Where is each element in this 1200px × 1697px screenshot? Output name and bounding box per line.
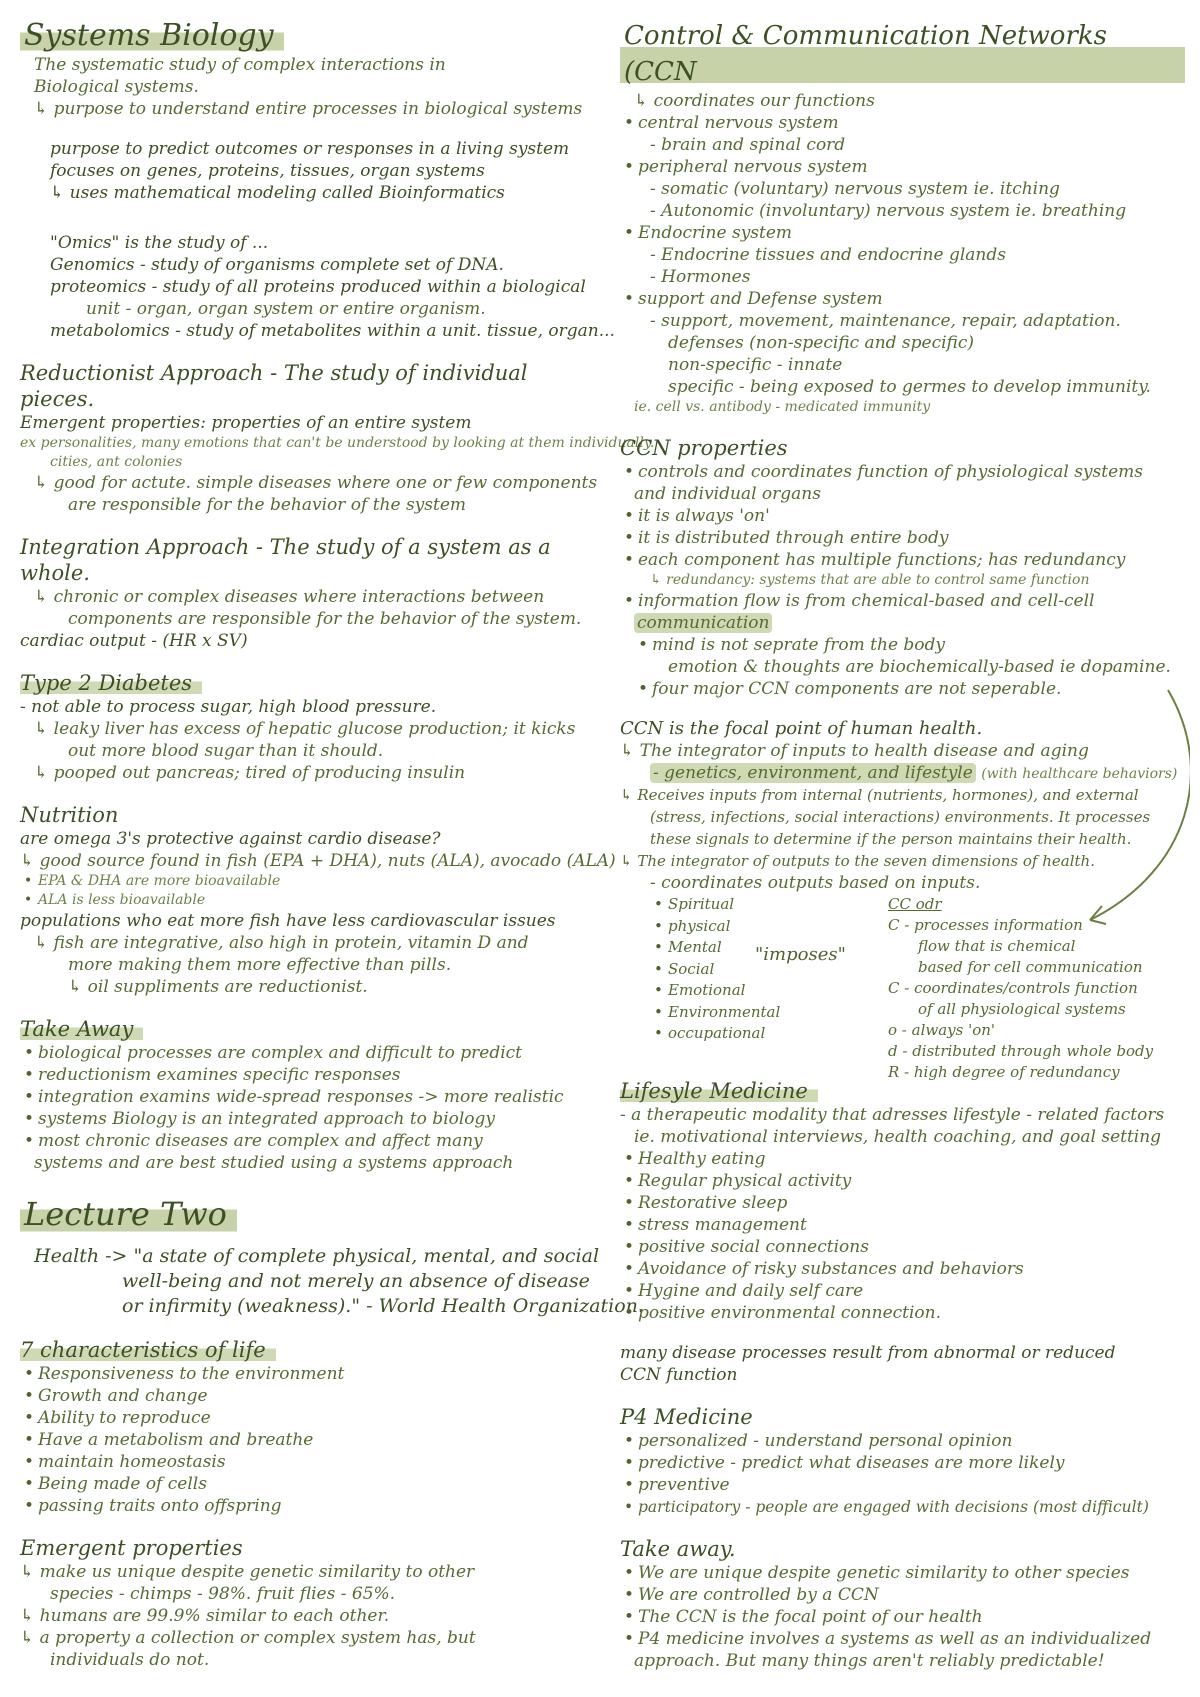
note-line: (stress, infections, social interactions) environments. It processes (650, 808, 1151, 826)
lifestyle-heading: Lifesyle Medicine (620, 1078, 818, 1104)
ccodr-line: o - always 'on' (888, 1021, 996, 1039)
list-item: • passing traits onto offspring (20, 1495, 600, 1517)
list-item: • preventive (620, 1474, 1185, 1496)
note-line: these signals to determine if the person maintains their health. (650, 830, 1132, 848)
focal-heading: CCN is the focal point of human health. (620, 718, 983, 739)
note-line: ↳ coordinates our functions (634, 91, 875, 111)
dimension-item: • occupational (650, 1023, 780, 1045)
list-item: • information flow is from chemical-based and cell-cell (620, 590, 1185, 612)
imposes-label: "imposes" (755, 944, 846, 965)
list-item: • reductionism examines specific responses (20, 1064, 600, 1086)
note-line: emotion & thoughts are biochemically-based ie dopamine. (668, 657, 1171, 677)
diabetes-heading: Type 2 Diabetes (20, 670, 202, 696)
note-line: - Endocrine tissues and endocrine glands (650, 245, 1006, 265)
note-line: cities, ant colonies (50, 454, 183, 470)
list-item: • maintain homeostasis (20, 1451, 600, 1473)
list-item: • central nervous system (620, 112, 1185, 134)
note-line: ↳ a property a collection or complex system has, but (20, 1628, 476, 1648)
highlighted-term: - genetics, environment, and lifestyle (650, 763, 976, 783)
list-item: • participatory - people are engaged with decisions (most difficult) (620, 1496, 1185, 1518)
list-item: • controls and coordinates function of physiological systems (620, 461, 1185, 483)
note-line: ↳ leaky liver has excess of hepatic glucose production; it kicks (34, 719, 576, 739)
note-line: and individual organs (634, 484, 821, 504)
dimension-item: • physical (650, 916, 780, 938)
note-line: components are responsible for the behavior of the system. (68, 609, 582, 629)
curved-arrow-icon (1040, 640, 1190, 940)
note-line: (with healthcare behaviors) (981, 766, 1178, 782)
list-item: • peripheral nervous system (620, 156, 1185, 178)
note-line: are responsible for the behavior of the system (68, 495, 467, 515)
list-item: • positive social connections (620, 1236, 1185, 1258)
note-line: purpose to predict outcomes or responses in a living system (50, 139, 570, 159)
list-item: • Have a metabolism and breathe (20, 1429, 600, 1451)
note-line: out more blood sugar than it should. (68, 741, 384, 761)
list-item: • mind is not seprate from the body (634, 634, 1185, 656)
list-item: • each component has multiple functions; has redundancy (620, 549, 1185, 571)
note-line: - Hormones (650, 267, 751, 287)
list-item: • most chronic diseases are complex and affect many (20, 1130, 600, 1152)
list-item: • support and Defense system (620, 288, 1185, 310)
note-line: approach. But many things aren't reliably predictable! (634, 1651, 1105, 1671)
note-line: proteomics - study of all proteins produced within a biological (50, 277, 586, 297)
note-line: metabolomics - study of metabolites within a unit. tissue, organ... (50, 321, 615, 341)
list-item: • Responsiveness to the environment (20, 1363, 600, 1385)
note-line: populations who eat more fish have less cardiovascular issues (20, 911, 556, 931)
note-line: ↳ chronic or complex diseases where interactions between (34, 587, 545, 607)
note-line: CCN function (620, 1365, 738, 1385)
ccodr-title: CC odr (888, 895, 942, 913)
list-item: • it is distributed through entire body (620, 527, 1185, 549)
note-line: focuses on genes, proteins, tissues, organ systems (50, 161, 485, 181)
note-line: unit - organ, organ system or entire organism. (86, 299, 486, 319)
ccodr-line: of all physiological systems (918, 1000, 1126, 1018)
note-line: non-specific - innate (668, 355, 843, 375)
takeaway-two-heading: Take away. (620, 1537, 736, 1561)
list-item: • Growth and change (20, 1385, 600, 1407)
note-line: ↳ purpose to understand entire processes in biological systems (34, 99, 583, 119)
list-item: • We are controlled by a CCN (620, 1584, 1185, 1606)
list-item: • Regular physical activity (620, 1170, 1185, 1192)
systems-biology-title: Systems Biology (20, 18, 284, 54)
note-line: or infirmity (weakness)." - World Health Organization. (122, 1295, 644, 1317)
note-line: specific - being exposed to germes to develop immunity. (668, 377, 1151, 397)
note-line: Emergent properties: properties of an entire system (20, 413, 472, 433)
ccn-properties-heading: CCN properties (620, 436, 788, 460)
list-item: • it is always 'on' (620, 505, 1185, 527)
note-line: many disease processes result from abnormal or reduced (620, 1343, 1116, 1363)
note-line: The systematic study of complex interactions in (34, 55, 446, 75)
note-line: well-being and not merely an absence of disease (122, 1270, 590, 1292)
note-line: ie. motivational interviews, health coaching, and goal setting (634, 1127, 1162, 1147)
list-item: • stress management (620, 1214, 1185, 1236)
ccodr-line: C - coordinates/controls function (888, 979, 1138, 997)
note-line: ↳ pooped out pancreas; tired of producing insulin (34, 763, 466, 783)
emergent-heading: Emergent properties (20, 1536, 243, 1560)
lecture-two-title: Lecture Two (20, 1192, 237, 1236)
left-column (20, 18, 655, 1671)
note-line: Genomics - study of organisms complete set of DNA. (50, 255, 504, 275)
dimension-item: • Environmental (650, 1002, 780, 1024)
note-line: cardiac output - (HR x SV) (20, 631, 248, 651)
dimension-item: • Social (650, 959, 780, 981)
list-item: • Healthy eating (620, 1148, 1185, 1170)
note-line: ↳ good for actute. simple diseases where one or few components (34, 473, 598, 493)
note-line: - a therapeutic modality that adresses lifestyle - related factors (620, 1105, 1165, 1125)
list-item: • predictive - predict what diseases are more likely (620, 1452, 1185, 1474)
note-line: - coordinates outputs based on inputs. (650, 873, 981, 893)
note-line: - support, movement, maintenance, repair, adaptation. (650, 311, 1121, 331)
dimension-item: • Emotional (650, 980, 780, 1002)
list-item: • Ability to reproduce (20, 1407, 600, 1429)
note-line: ↳ The integrator of inputs to health disease and aging (620, 741, 1089, 761)
note-line: - not able to process sugar, high blood pressure. (20, 697, 437, 717)
p4-heading: P4 Medicine (620, 1405, 753, 1429)
note-line: individuals do not. (50, 1650, 210, 1670)
list-item: • EPA & DHA are more bioavailable (20, 872, 600, 891)
note-line: ↳ Receives inputs from internal (nutrients, hormones), and external (620, 786, 1139, 804)
list-item: • Being made of cells (20, 1473, 600, 1495)
ccodr-line: C - processes information (888, 916, 1083, 934)
list-item: • four major CCN components are not seperable. (634, 678, 1185, 700)
note-line: ↳ oil suppliments are reductionist. (68, 977, 368, 997)
note-line: - brain and spinal cord (650, 135, 846, 155)
note-line: systems and are best studied using a systems approach (34, 1153, 514, 1173)
ccn-title: Control & Communication Networks (CCN (620, 18, 1185, 90)
note-line: species - chimps - 98%. fruit flies - 65%. (50, 1584, 396, 1604)
list-item: • personalized - understand personal opinion (620, 1430, 1185, 1452)
note-line: - Autonomic (involuntary) nervous system ie. breathing (650, 201, 1127, 221)
ccodr-line: R - high degree of redundancy (888, 1063, 1120, 1081)
note-line: Biological systems. (34, 77, 199, 97)
note-line: - somatic (voluntary) nervous system ie. itching (650, 179, 1060, 199)
note-line: ↳ humans are 99.9% similar to each other. (20, 1606, 390, 1626)
list-item: • positive environmental connection. (620, 1302, 1185, 1324)
list-item: • The CCN is the focal point of our health (620, 1606, 1185, 1628)
note-line: more making them more effective than pills. (68, 955, 452, 975)
integration-heading: Integration Approach - The study of a system as a whole. (20, 535, 551, 585)
dimension-item: • Mental (650, 937, 780, 959)
note-line: ↳ uses mathematical modeling called Bioinformatics (50, 183, 505, 203)
list-item: • integration examins wide-spread responses -> more realistic (20, 1086, 600, 1108)
characteristics-heading: 7 characteristics of life (20, 1337, 276, 1363)
ccodr-line: based for cell communication (918, 958, 1143, 976)
ccodr-line: d - distributed through whole body (888, 1042, 1154, 1060)
note-line: ↳ good source found in fish (EPA + DHA), nuts (ALA), avocado (ALA) (20, 851, 616, 871)
list-item: • P4 medicine involves a systems as well as an individualized (620, 1628, 1185, 1650)
dimension-item: • Spiritual (650, 894, 780, 916)
list-item: • systems Biology is an integrated approach to biology (20, 1108, 600, 1130)
ccodr-line: flow that is chemical (918, 937, 1076, 955)
nutrition-heading: Nutrition (20, 803, 119, 827)
list-item: • Endocrine system (620, 222, 1185, 244)
note-line: are omega 3's protective against cardio disease? (20, 829, 441, 849)
note-line: "Omics" is the study of ... (50, 233, 269, 253)
reductionist-heading: Reductionist Approach - The study of individual pieces. (20, 361, 528, 411)
note-line: ↳ make us unique despite genetic similarity to other (20, 1562, 475, 1582)
note-line: Health -> "a state of complete physical, mental, and social (34, 1245, 600, 1267)
highlighted-term: communication (634, 613, 772, 633)
list-item: • Hygine and daily self care (620, 1280, 1185, 1302)
list-item: • biological processes are complex and difficult to predict (20, 1042, 600, 1064)
list-item: • Avoidance of risky substances and behaviors (620, 1258, 1185, 1280)
list-item: • We are unique despite genetic similarity to other species (620, 1562, 1185, 1584)
note-line: ↳ The integrator of outputs to the seven dimensions of health. (620, 852, 1095, 870)
note-line: ie. cell vs. antibody - medicated immunity (634, 399, 931, 415)
note-line: defenses (non-specific and specific) (668, 333, 975, 353)
note-line: ↳ fish are integrative, also high in protein, vitamin D and (34, 933, 529, 953)
note-line: ex personalities, many emotions that can't be understood by looking at them individually. (20, 435, 655, 451)
note-line: ↳ redundancy: systems that are able to control same function (650, 572, 1090, 588)
list-item: • Restorative sleep (620, 1192, 1185, 1214)
takeaway-heading: Take Away (20, 1016, 143, 1042)
list-item: • ALA is less bioavailable (20, 891, 600, 910)
